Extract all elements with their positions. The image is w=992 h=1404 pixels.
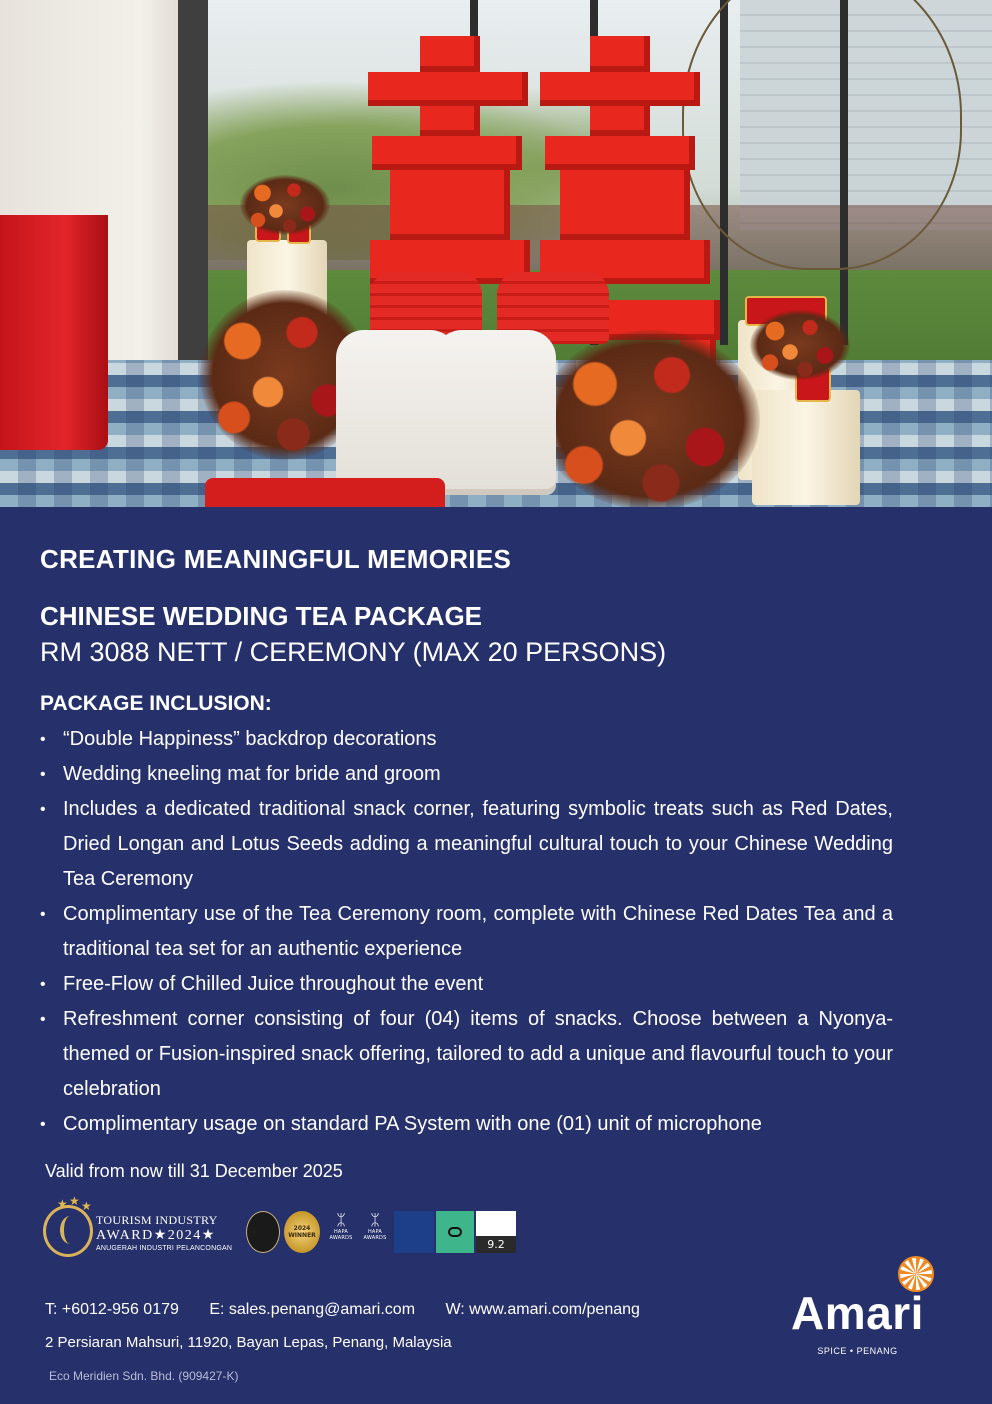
pillar bbox=[178, 0, 208, 400]
validity-note: Valid from now till 31 December 2025 bbox=[45, 1161, 343, 1181]
rating-score: 9.2 bbox=[476, 1236, 516, 1253]
inclusion-list bbox=[40, 722, 893, 1142]
rating-badge bbox=[476, 1211, 516, 1253]
award-line-1: TOURISM INDUSTRY bbox=[96, 1213, 218, 1227]
brand-name: Amari bbox=[791, 1287, 924, 1339]
hapa-icon: ᛯ bbox=[370, 1210, 380, 1229]
contact-line bbox=[45, 1298, 745, 1322]
amari-logo bbox=[770, 1256, 945, 1366]
email-link[interactable]: E: sales.penang@amari.com bbox=[209, 1301, 416, 1318]
website-link[interactable]: W: www.amari.com/penang bbox=[445, 1301, 640, 1318]
hapa-award-badge bbox=[326, 1211, 356, 1253]
list-item: • Complimentary usage on standard PA System with one (01) unit of microphone bbox=[40, 1107, 893, 1142]
kneeling-mat bbox=[205, 478, 445, 507]
tagline: CREATING MEANINGFUL MEMORIES bbox=[40, 544, 512, 574]
phone-number[interactable]: T: +6012-956 0179 bbox=[45, 1301, 179, 1318]
flower-arrangement-top bbox=[240, 175, 330, 235]
brand-subtitle: SPICE • PENANG bbox=[817, 1346, 898, 1356]
hapa-label: HAPA AWARDS bbox=[363, 1229, 387, 1241]
flower-arrangement-top bbox=[750, 310, 850, 380]
award-badges bbox=[246, 1211, 518, 1255]
list-item: • Complimentary use of the Tea Ceremony room, complete with Chinese Red Dates Tea and a traditional tea set for an authentic experience bbox=[40, 897, 893, 967]
winner-badge-label: 2024 WINNER bbox=[288, 1225, 316, 1239]
seal-badge-icon bbox=[246, 1211, 280, 1253]
star-icon: ★ bbox=[57, 1197, 68, 1211]
star-icon: ★ bbox=[81, 1199, 92, 1213]
winner-badge bbox=[284, 1211, 320, 1253]
list-item: • Wedding kneeling mat for bride and groom bbox=[40, 757, 893, 792]
star-icon: ★ bbox=[69, 1194, 80, 1208]
pedestal-right-low bbox=[752, 390, 860, 505]
decorative-wire-arch bbox=[682, 0, 962, 270]
list-item: • Refreshment corner consisting of four (04) items of snacks. Choose between a Nyonya-themed or Fusion-inspired snack offering, tailored to add a unique and flavourful touch to your celebration bbox=[40, 1002, 893, 1107]
award-line-3: ANUGERAH INDUSTRI PELANCONGAN bbox=[96, 1245, 233, 1252]
booking-award-badge bbox=[394, 1211, 434, 1253]
hero-photo bbox=[0, 0, 992, 507]
hapa-award-badge bbox=[360, 1211, 390, 1253]
hapa-icon: ᛯ bbox=[336, 1210, 346, 1229]
hapa-label: HAPA AWARDS bbox=[329, 1229, 353, 1241]
owl-icon bbox=[448, 1227, 462, 1237]
company-registration: Eco Meridien Sdn. Bhd. (909427-K) bbox=[49, 1369, 239, 1383]
wedding-chair-right bbox=[434, 330, 556, 495]
tourism-award-logo bbox=[43, 1194, 233, 1261]
list-item: • Includes a dedicated traditional snack corner, featuring symbolic treats such as Red Dates, Dried Longan and Lotus Seeds adding a meaningful cultural touch to your Chinese Wedding Tea Ceremony bbox=[40, 792, 893, 897]
list-item: • “Double Happiness” backdrop decorations bbox=[40, 722, 893, 757]
red-cocktail-table bbox=[0, 215, 108, 450]
inclusion-heading: PACKAGE INCLUSION: bbox=[40, 692, 272, 715]
flower-arrangement-right bbox=[540, 330, 760, 507]
address: 2 Persiaran Mahsuri, 11920, Bayan Lepas, Penang, Malaysia bbox=[45, 1334, 452, 1351]
package-price: RM 3088 NETT / CEREMONY (MAX 20 PERSONS) bbox=[40, 637, 667, 667]
list-item: • Free-Flow of Chilled Juice throughout the event bbox=[40, 967, 893, 1002]
package-title: CHINESE WEDDING TEA PACKAGE bbox=[40, 601, 483, 631]
award-line-2: AWARD★2024★ bbox=[96, 1228, 216, 1243]
tripadvisor-badge bbox=[436, 1211, 474, 1253]
